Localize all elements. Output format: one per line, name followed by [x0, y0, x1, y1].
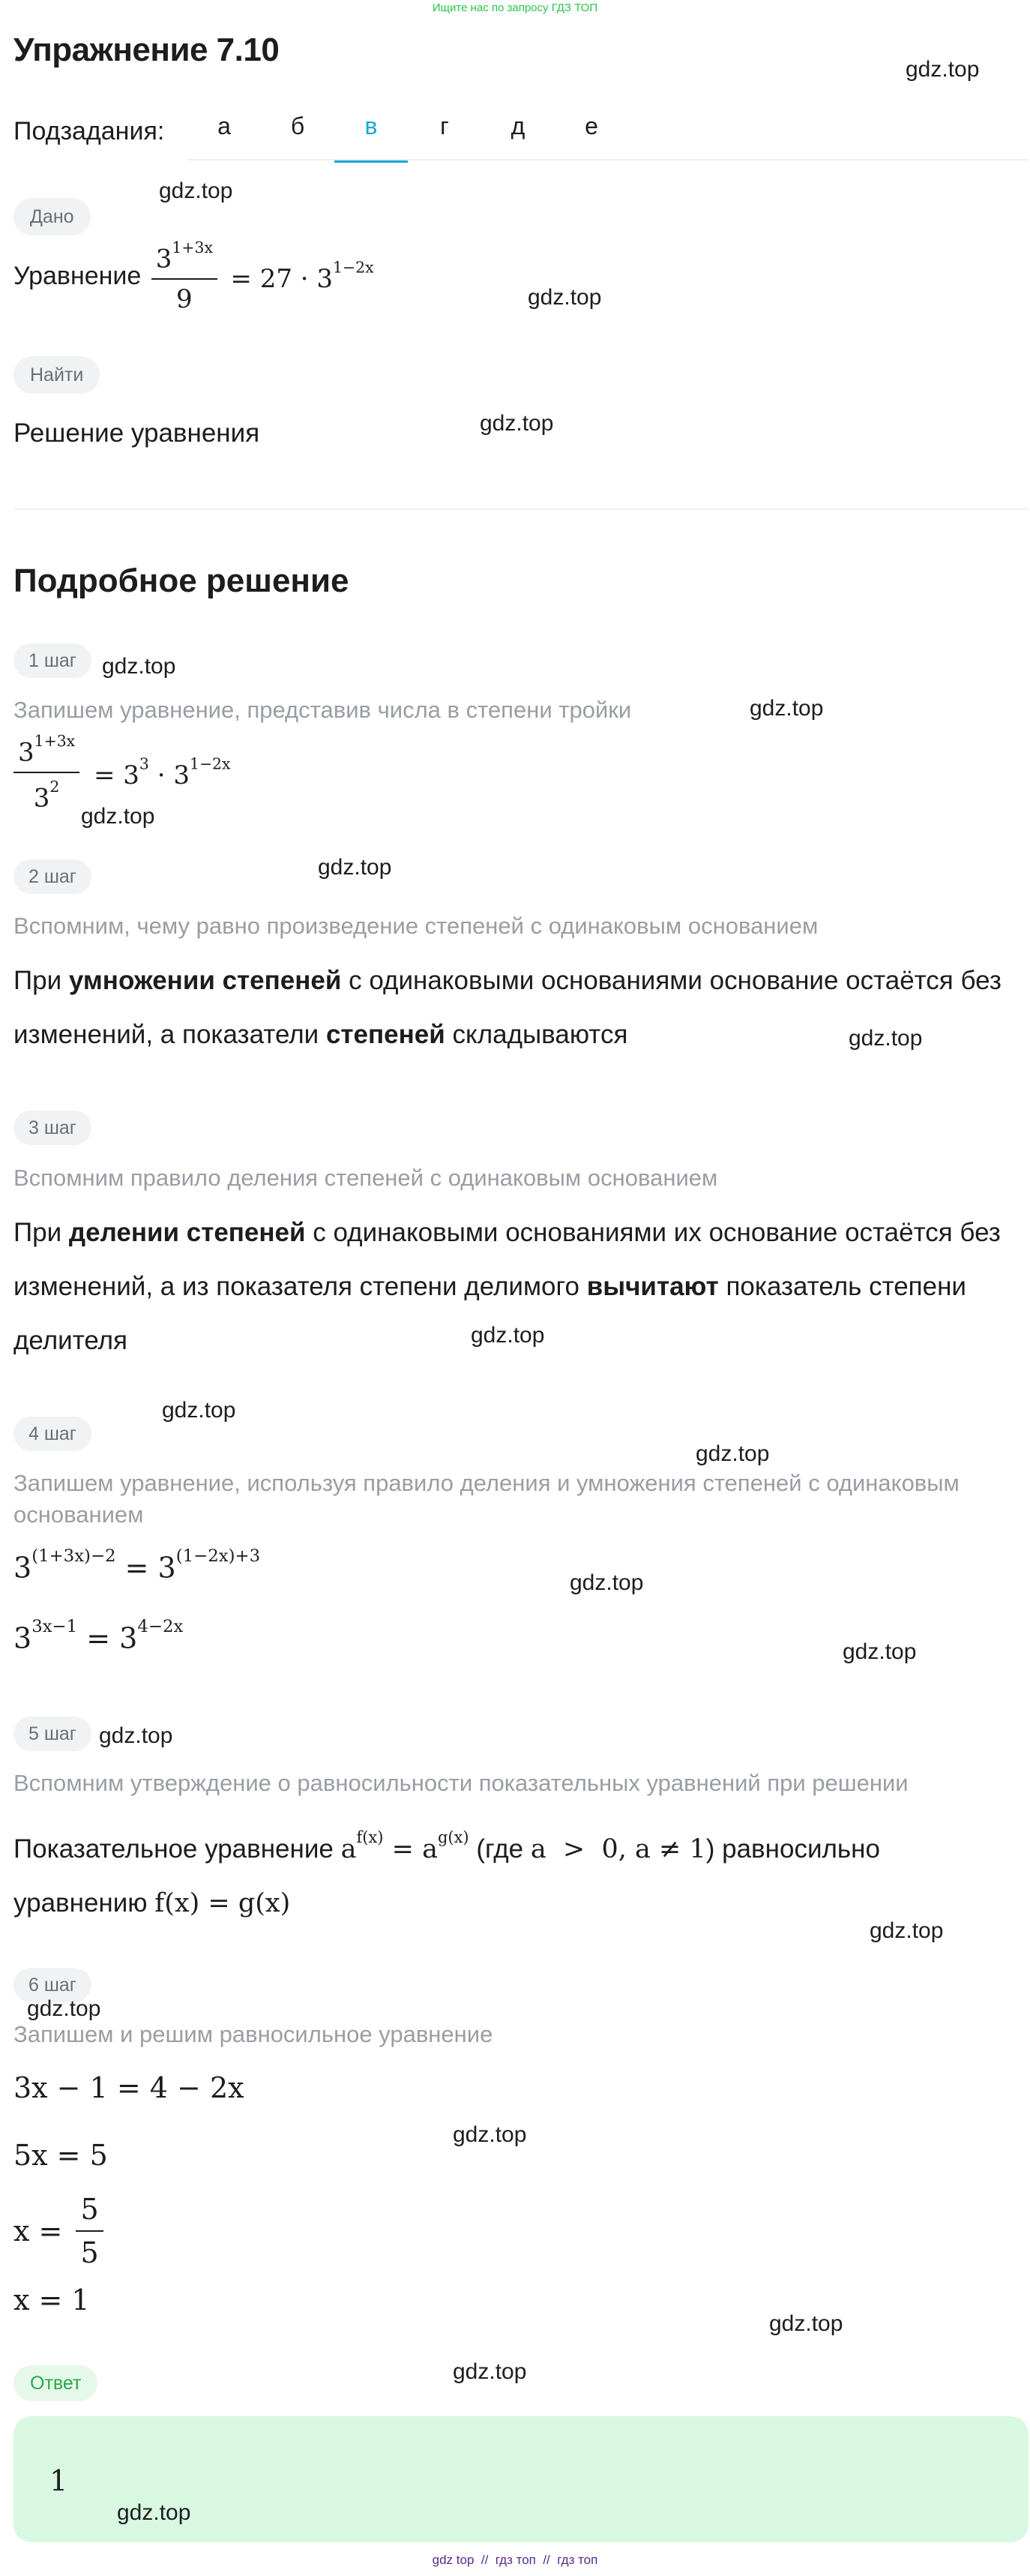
step-1-hint: Запишем уравнение, представив числа в степени тройки [13, 697, 632, 723]
subtasks-tabs [187, 112, 628, 163]
given-equation: Уравнение $\frac{3^{1+3x}}{9}$ = $27 \cdot 3^{1-2x}$ [13, 238, 374, 315]
answer-value: 1 [49, 2464, 68, 2497]
step-4-equation-1: $3^{(1+3x)-2} = 3^{(1-2x)+3}$ [13, 1546, 261, 1585]
given-chip: Дано [13, 198, 91, 235]
watermark: gdz.top [159, 178, 233, 203]
step-4-equation-2: $3^{3x-1} = 3^{4-2x}$ [13, 1617, 184, 1655]
watermark: gdz.top [453, 2122, 527, 2147]
watermark: gdz.top [696, 1441, 770, 1466]
tab-a[interactable]: а [217, 112, 231, 139]
watermark: gdz.top [528, 285, 602, 310]
section-divider [13, 508, 1029, 510]
search-hint-banner: Ищите нас по запросу ГДЗ ТОП [432, 1, 598, 14]
watermark: gdz.top [81, 804, 155, 829]
step-5-hint: Вспомним утверждение о равносильности показательных уравнений при решении [13, 1770, 909, 1796]
tab-b[interactable]: б [290, 112, 305, 139]
tab-d[interactable]: д [511, 112, 525, 139]
watermark: gdz.top [318, 855, 392, 880]
step-6-hint: Запишем и решим равносильное уравнение [13, 2021, 493, 2047]
step-6-equation-2: 5x = 5 [13, 2139, 108, 2172]
step-3-chip: 3 шаг [13, 1111, 91, 1145]
watermark: gdz.top [99, 1723, 173, 1748]
answer-chip: Ответ [13, 2365, 97, 2401]
watermark: gdz.top [162, 1398, 236, 1423]
watermark: gdz.top [849, 1026, 923, 1051]
watermark: gdz.top [117, 2500, 191, 2525]
tab-v[interactable]: в [334, 112, 408, 163]
step-2-chip: 2 шаг [13, 859, 91, 894]
find-text: Решение уравнения [13, 418, 260, 448]
watermark: gdz.top [769, 2311, 843, 2336]
subtasks-label: Подзадания: [13, 117, 165, 145]
step-4-chip: 4 шаг [13, 1417, 91, 1451]
step-6-equation-3: x = $\frac{5}{5}$ [13, 2193, 103, 2269]
watermark: gdz.top [480, 411, 554, 436]
step-5-text: Показательное уравнение $a^{f(x)} = a^{g(x)}$ (где a > 0, a ≠ 1) равносильно уравнению f(x) = g(x) [13, 1828, 880, 1918]
step-6-equation-4: x = 1 [13, 2284, 90, 2317]
step-2-hint: Вспомним, чему равно произведение степеней с одинаковым основанием [13, 913, 819, 939]
watermark: gdz.top [870, 1918, 944, 1943]
step-5-chip: 5 шаг [13, 1717, 91, 1751]
find-chip: Найти [13, 356, 100, 394]
watermark: gdz.top [453, 2359, 527, 2384]
watermark: gdz.top [906, 57, 980, 82]
page-title: Упражнение 7.10 [13, 31, 280, 68]
watermark: gdz.top [570, 1570, 644, 1595]
watermark: gdz.top [471, 1323, 545, 1348]
step-6-equation-1: 3x − 1 = 4 − 2x [13, 2071, 244, 2104]
step-2-text: При умножении степеней с одинаковыми основаниями основание остаётся без изменений, а показатели степеней складываются [13, 966, 1002, 1049]
step-6-chip: 6 шаг [13, 1968, 91, 2002]
step-1-equation: $\frac{3^{1+3x}}{3^2}$ = $3^3 \cdot 3^{1-2x}$ [13, 732, 231, 814]
tabs-underline [187, 159, 1029, 160]
tab-g[interactable]: г [440, 112, 449, 139]
solution-heading: Подробное решение [13, 562, 349, 599]
step-1-chip: 1 шаг [13, 643, 91, 678]
tab-e[interactable]: е [585, 112, 598, 139]
step-3-hint: Вспомним правило деления степеней с одинаковым основанием [13, 1165, 718, 1191]
footer-links: gdz top // гдз топ // гдз топ [432, 2553, 598, 2567]
step-3-text: При делении степеней с одинаковыми основаниями их основание остаётся без изменений, а из показателя степени делимого вычитают показатель степени делителя [13, 1218, 1001, 1355]
watermark: gdz.top [102, 654, 176, 679]
step-4-hint: Запишем уравнение, используя правило деления и умножения степеней с одинаковым основанием [13, 1470, 960, 1528]
watermark: gdz.top [750, 696, 824, 721]
watermark: gdz.top [843, 1639, 917, 1664]
watermark: gdz.top [27, 1996, 101, 2021]
